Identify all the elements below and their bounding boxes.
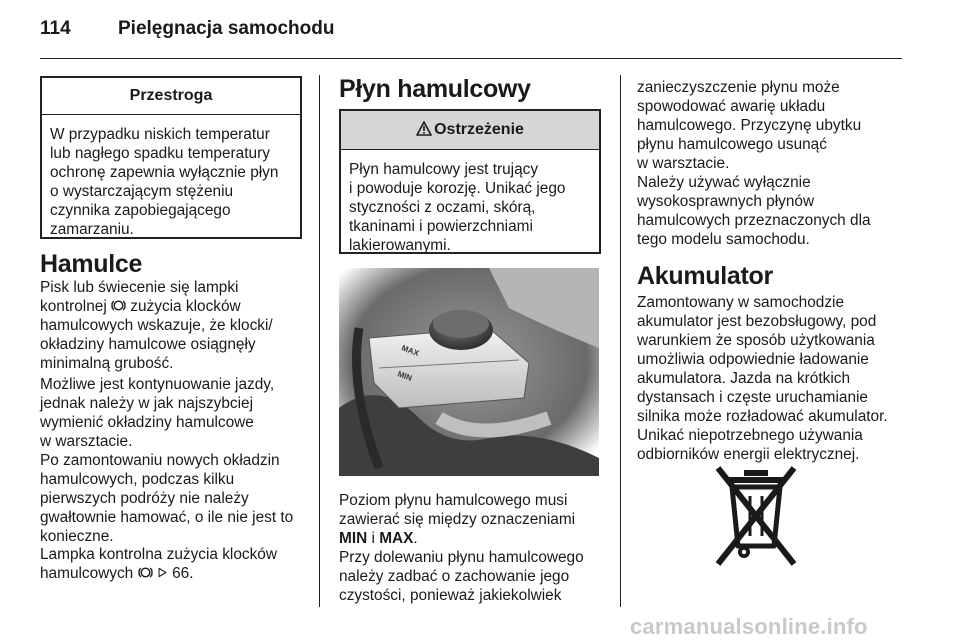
text-line: wymienić okładziny hamulcowe: [40, 414, 254, 431]
brake-fluid-paragraph-3: [637, 78, 909, 173]
page-reference-arrow-icon[interactable]: [157, 565, 168, 580]
text-line: płynu hamulcowego usunąć: [637, 136, 827, 153]
text-line: Po zamontowaniu nowych okładzin: [40, 452, 280, 469]
text-line: Należy używać wyłącznie: [637, 174, 811, 191]
text-line: lub nagłego spadku temperatury: [50, 145, 270, 162]
warning-box-title-text: Ostrzeżenie: [434, 121, 524, 138]
text-line: i powoduje korozję. Unikać jego: [349, 180, 566, 197]
brakes-paragraph-4: [40, 545, 312, 583]
warning-box-text: [341, 150, 599, 255]
text-line: w warsztacie.: [637, 155, 730, 172]
text-line: minimalną grubość.: [40, 355, 174, 372]
text-line: odbiorników energii elektrycznej.: [637, 446, 860, 463]
text-line: silnika może rozładować akumulator.: [637, 408, 888, 425]
min-label: MIN: [339, 530, 368, 547]
text-line: zawierać się między oznaczeniami: [339, 511, 576, 528]
text-line: o wystarczającym stężeniu: [50, 183, 234, 200]
text-line: i: [371, 530, 375, 547]
brakes-paragraph-3: [40, 451, 316, 546]
brakes-paragraph-1: [40, 278, 312, 373]
text-line: w warsztacie.: [40, 433, 133, 450]
text-line: czystości, ponieważ jakiekolwiek: [339, 587, 562, 604]
text-line: spowodować awarię układu: [637, 98, 826, 115]
text-line: Pisk lub świecenie się lampki: [40, 279, 239, 296]
text-line: akumulatora. Jazda na krótkich: [637, 370, 851, 387]
text-line: jednak należy w jak najszybciej: [40, 395, 254, 412]
text-line: hamulcowych, podczas kilku: [40, 471, 235, 488]
column-divider-1: [319, 75, 320, 607]
page-header: [40, 18, 334, 48]
text-line: gwałtownie hamować, o ile nie jest to: [40, 509, 294, 526]
brake-pad-wear-icon: [138, 565, 153, 580]
caution-box: [40, 76, 302, 239]
text-line: zanieczyszczenie płynu może: [637, 79, 840, 96]
text-line: hamulcowego. Przyczynę ubytku: [637, 117, 862, 134]
brake-fluid-paragraph-2: [339, 548, 611, 605]
battery-paragraph: [637, 293, 909, 464]
text-line: dystansach i częste uruchamianie: [637, 389, 868, 406]
brake-fluid-reservoir-photo: [339, 268, 599, 476]
text-line: hamulcowych: [40, 565, 134, 582]
text-line: kontrolnej: [40, 298, 107, 315]
text-line: wysokosprawnych płynów: [637, 193, 815, 210]
text-line: Płyn hamulcowy jest trujący: [349, 161, 539, 178]
page-number: 114: [40, 18, 71, 39]
text-line: czynnika zapobiegającego: [50, 202, 231, 219]
text-line: lakierowanymi.: [349, 237, 451, 254]
text-line: akumulator jest bezobsługowy, pod: [637, 313, 877, 330]
caution-box-text: [42, 115, 300, 239]
brake-fluid-paragraph-1: [339, 491, 611, 548]
warning-box-title: [341, 111, 599, 150]
text-line: Zamontowany w samochodzie: [637, 294, 845, 311]
max-label: MAX: [379, 530, 414, 547]
text-line: warunkiem że sposób użytkowania: [637, 332, 875, 349]
text-line: hamulcowych wskazuje, że klocki/: [40, 317, 273, 334]
text-line: Przy dolewaniu płynu hamulcowego: [339, 549, 584, 566]
text-line: Możliwe jest kontynuowanie jazdy,: [40, 376, 275, 393]
text-line: styczności z oczami, skórą,: [349, 199, 536, 216]
brake-fluid-heading: Płyn hamulcowy: [339, 75, 531, 103]
text-line: zużycia klocków: [130, 298, 241, 315]
warning-triangle-icon: [416, 121, 432, 136]
page-title: Pielęgnacja samochodu: [118, 18, 335, 39]
text-line: hamulcowych przeznaczonych dla: [637, 212, 871, 229]
text-line: W przypadku niskich temperatur: [50, 126, 270, 143]
crossed-out-wheeled-bin-icon: [714, 464, 798, 568]
text-line: tego modelu samochodu.: [637, 231, 810, 248]
text-line: .: [413, 530, 418, 547]
text-line: zamarzaniu.: [50, 221, 134, 238]
text-line: Unikać niepotrzebnego używania: [637, 427, 863, 444]
brake-fluid-paragraph-4: [637, 173, 909, 249]
caution-box-title: Przestroga: [42, 78, 300, 115]
text-line: pierwszych podróży nie należy: [40, 490, 249, 507]
page-reference-link[interactable]: 66.: [172, 565, 194, 582]
battery-heading: Akumulator: [637, 262, 773, 290]
text-line: Poziom płynu hamulcowego musi: [339, 492, 568, 509]
header-divider: [40, 58, 902, 59]
text-line: tkaninami i powierzchniami: [349, 218, 533, 235]
text-line: Lampka kontrolna zużycia klocków: [40, 546, 277, 563]
brake-pad-wear-icon: [111, 298, 126, 313]
min-mark-label: MIN: [396, 369, 414, 383]
brakes-heading: Hamulce: [40, 250, 143, 278]
text-line: umożliwia odpowiednie ładowanie: [637, 351, 869, 368]
text-line: okładziny hamulcowe osiągnęły: [40, 336, 256, 353]
warning-box: [339, 109, 601, 254]
text-line: należy zadbać o zachowanie jego: [339, 568, 570, 585]
watermark: carmanualsonline.info: [630, 614, 868, 639]
max-mark-label: MAX: [400, 343, 421, 358]
text-line: konieczne.: [40, 528, 114, 545]
brakes-paragraph-2: [40, 375, 312, 451]
text-line: ochronę zapewnia wyłącznie płyn: [50, 164, 279, 181]
column-divider-2: [620, 75, 621, 607]
